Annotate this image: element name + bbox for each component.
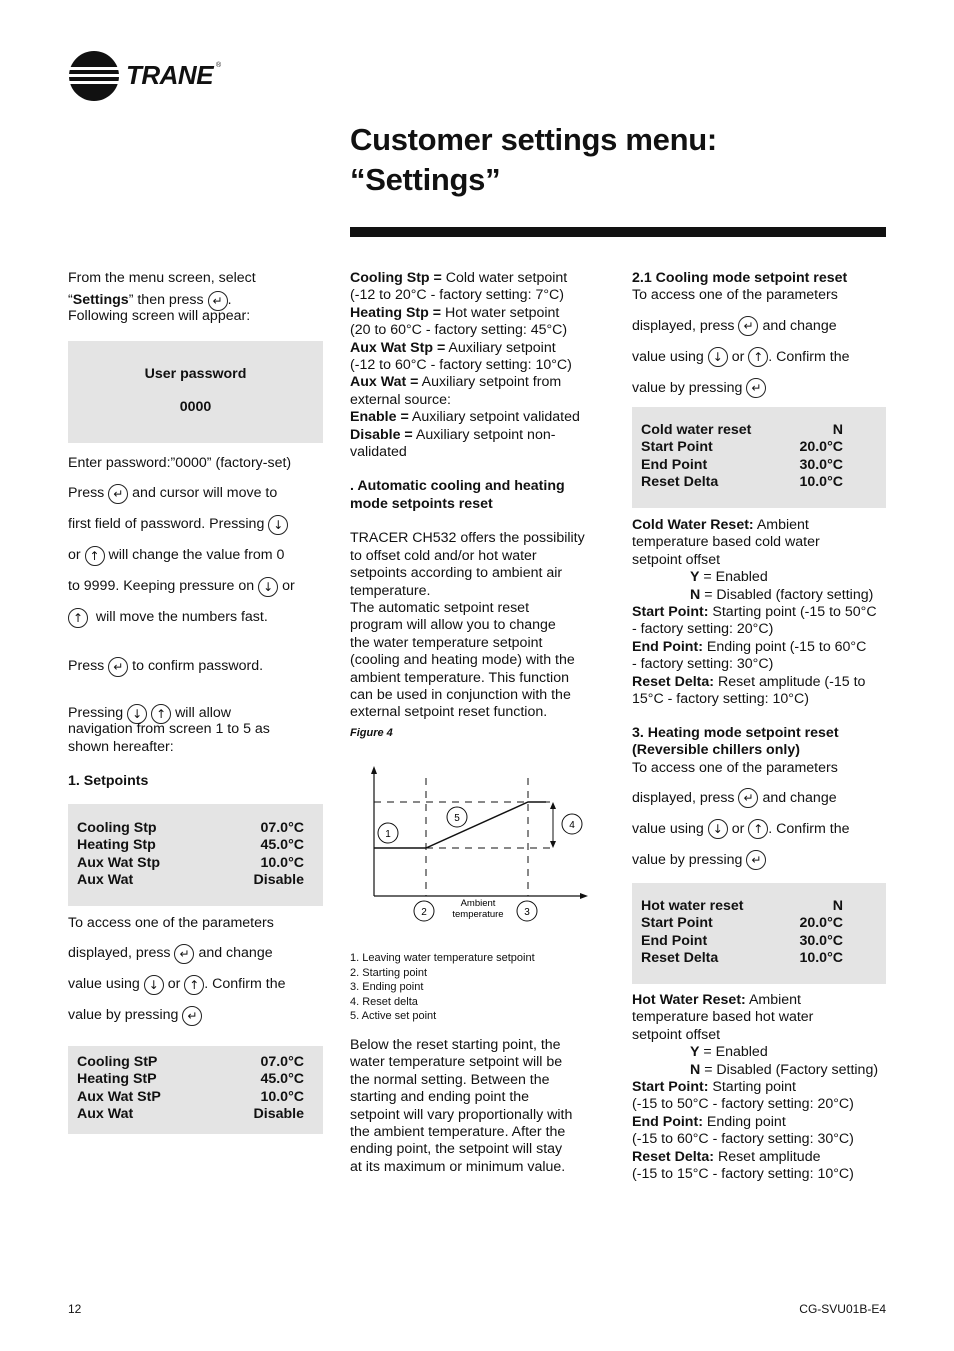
setting-value: 20.0°C (799, 915, 843, 932)
definition-text: Ambient (745, 992, 801, 1008)
setting-name: Start Point (641, 915, 713, 932)
access-line1: To access one of the parameters (68, 915, 274, 931)
definition-text: Starting point (-15 to 50°C (708, 604, 877, 621)
heating-reset-section (632, 725, 890, 876)
intro-line1: From the menu screen, select (68, 270, 256, 286)
setting-row (641, 457, 843, 474)
down-arrow-key-icon: ↓ (708, 819, 728, 839)
setting-row (77, 1054, 304, 1071)
definition-line (350, 322, 608, 339)
figure-label: Figure 4 (350, 726, 393, 739)
definition-text: Cold water setpoint (441, 270, 568, 286)
setting-name: Aux Wat StP (77, 1088, 161, 1105)
document-code: CG-SVU01B-E4 (799, 1302, 886, 1316)
text-line: at its maximum or minimum value. (350, 1158, 566, 1175)
definition-line (632, 1131, 890, 1148)
definition-term: Start Point: (632, 604, 709, 621)
access-line3 (68, 969, 326, 1000)
definition-line (350, 444, 608, 461)
definition-line (632, 552, 890, 569)
text-line: the ambient temperature. After the (350, 1124, 566, 1141)
page-title-line1: Customer settings menu: (350, 122, 717, 157)
definition-text: Ambient (753, 517, 809, 533)
definition-line (350, 374, 608, 391)
definition-text: temperature based hot water (632, 1009, 814, 1026)
definition-term: Y (690, 569, 700, 586)
definition-text: = Disabled (Factory setting) (700, 1061, 879, 1078)
cooling-access-line1: To access one of the parameters (632, 287, 838, 304)
text-line: ending point, the setpoint will stay (350, 1141, 563, 1158)
page-title-line2: “Settings” (350, 162, 501, 197)
up-arrow-key-icon: ↑ (184, 975, 204, 995)
heating-access-line2 (632, 783, 890, 814)
setting-value: 45.0°C (260, 837, 304, 854)
setting-name: Aux Wat Stp (77, 854, 161, 871)
dashed-guides (374, 778, 555, 896)
definition-term: Start Point: (632, 1079, 709, 1096)
definition-text: (-15 to 60°C - factory setting: 30°C) (632, 1131, 854, 1148)
first-field-text: first field of password. Pressing (68, 516, 265, 533)
definition-text: temperature based cold water (632, 534, 820, 551)
intro-text: ” then press (128, 292, 204, 309)
reset-delta-arrow (550, 802, 556, 848)
definition-text: Reset amplitude (714, 1148, 821, 1165)
definition-line (632, 1166, 890, 1183)
setting-value: 20.0°C (799, 439, 843, 456)
cold-water-reset-list (632, 407, 886, 492)
up-arrow-key-icon: ↑ (85, 546, 105, 566)
setting-row (641, 422, 843, 439)
definition-term: End Point: (632, 1113, 703, 1130)
column-2 (350, 270, 608, 742)
or-text: or (282, 578, 295, 595)
enter-key-icon: ↵ (746, 850, 766, 870)
hot-water-reset-screen (632, 883, 886, 984)
definition-line (632, 1044, 890, 1061)
enter-key-icon: ↵ (746, 378, 766, 398)
setting-row (641, 915, 843, 932)
setpoints-list (68, 804, 323, 890)
up-arrow-key-icon: ↑ (748, 819, 768, 839)
definition-text: (-15 to 15°C - factory setting: 10°C) (632, 1166, 854, 1183)
press-line3 (68, 540, 326, 571)
text-line: TRACER CH532 offers the possibility (350, 530, 585, 547)
pressing-text: Pressing (68, 705, 124, 722)
cooling-reset-heading: 2.1 Cooling mode setpoint reset (632, 270, 848, 286)
setting-name: Aux Wat (77, 872, 134, 889)
definition-text: validated (350, 444, 407, 461)
text-line: external setpoint reset function. (350, 704, 548, 721)
definition-line (632, 604, 890, 621)
axis-label-ambient: Ambient (460, 898, 496, 909)
definition-term: Hot Water Reset: (632, 992, 746, 1008)
tracer-description (350, 530, 608, 721)
enter-key-icon: ↵ (174, 944, 194, 964)
definition-text: - factory setting: 30°C) (632, 656, 774, 673)
heating-reset-heading-2: (Reversible chillers only) (632, 742, 800, 759)
setting-value: 07.0°C (260, 820, 304, 836)
setpoint-definitions (350, 270, 608, 461)
text-line: 2. Starting point (350, 966, 428, 979)
confirm-the-text: . Confirm the (204, 976, 286, 993)
definition-line (350, 287, 608, 304)
setting-row (641, 933, 843, 950)
nav-line3: shown hereafter: (68, 738, 174, 755)
heating-reset-heading-1: 3. Heating mode setpoint reset (632, 725, 839, 741)
enter-key-icon: ↵ (108, 484, 128, 504)
enter-key-icon: ↵ (182, 1006, 202, 1026)
definition-text: = Enabled (699, 569, 768, 586)
down-arrow-key-icon: ↓ (144, 975, 164, 995)
definition-line (632, 992, 890, 1009)
setting-name: Heating Stp (77, 837, 156, 854)
definition-term: N (690, 1061, 701, 1078)
callout-5-label: 5 (454, 813, 460, 824)
displayed-text: displayed, press (632, 317, 735, 334)
down-arrow-key-icon: ↓ (258, 577, 278, 597)
callout-4 (562, 814, 582, 834)
value-by-pressing-text: value by pressing (632, 379, 743, 396)
settings-word: Settings (72, 292, 129, 309)
setting-row (641, 950, 843, 967)
setting-name: End Point (641, 932, 708, 949)
displayed-text: displayed, press (632, 790, 735, 807)
or-text: or (167, 976, 181, 993)
setting-value: 07.0°C (260, 1054, 304, 1070)
auto-reset-heading-2: mode setpoints reset (350, 495, 493, 512)
definition-line (350, 305, 608, 322)
hot-water-reset-definitions (632, 992, 890, 1183)
definition-text: = Enabled (699, 1044, 768, 1061)
value-using-text: value using (632, 348, 704, 365)
definition-text: Reset amplitude (-15 to (714, 673, 866, 690)
up-arrow-key-icon: ↑ (748, 347, 768, 367)
allow-text: will allow (175, 705, 232, 722)
setting-value: 30.0°C (799, 456, 843, 473)
setting-name: Cooling StP (77, 1054, 158, 1070)
definition-text: (-12 to 20°C - factory setting: 7°C) (350, 287, 564, 304)
down-arrow-key-icon: ↓ (127, 704, 147, 724)
figure-4-diagram (350, 760, 600, 930)
confirm-line (68, 651, 326, 682)
callout-2-label: 2 (421, 907, 427, 918)
callout-2 (414, 901, 434, 921)
setting-row (77, 820, 304, 837)
intro-line3: Following screen will appear: (68, 308, 251, 325)
registered-mark: ® (216, 62, 222, 69)
setting-name: End Point (641, 456, 708, 473)
definition-term: Cooling Stp = (350, 270, 442, 286)
trane-logo (68, 50, 228, 102)
setting-value: N (832, 898, 843, 914)
definition-line (632, 1079, 890, 1096)
text-line: can be used in conjunction with the (350, 686, 571, 703)
definition-text: Auxiliary setpoint non- (412, 426, 556, 443)
down-arrow-key-icon: ↓ (268, 515, 288, 535)
password-instructions (68, 455, 326, 791)
change-value-text: will change the value from 0 (108, 547, 285, 564)
setting-name: Start Point (641, 439, 713, 456)
page-title (350, 120, 717, 200)
cooling-access-line2 (632, 311, 890, 342)
or-text: or (731, 348, 745, 365)
enter-key-icon: ↵ (738, 316, 758, 336)
down-arrow-key-icon: ↓ (708, 347, 728, 367)
heating-access-line4 (632, 845, 890, 876)
period: . (227, 292, 232, 309)
text-line: the water temperature setpoint (350, 634, 543, 651)
column-3 (632, 270, 890, 404)
definition-text: Auxiliary setpoint from (418, 374, 562, 391)
definition-line (632, 621, 890, 638)
text-line: 5. Active set point (350, 1010, 437, 1022)
setpoints-screen (68, 804, 323, 906)
definition-line (632, 656, 890, 673)
text-line: (cooling and heating mode) with the (350, 652, 575, 669)
definition-term: Cold Water Reset: (632, 517, 754, 533)
and-change-text: and change (198, 945, 273, 962)
heating-access-line3 (632, 814, 890, 845)
setting-value: 10.0°C (260, 854, 304, 871)
definition-line (632, 587, 890, 604)
setting-name: Aux Wat (77, 1106, 134, 1123)
enter-key-icon: ↵ (108, 657, 128, 677)
text-line: The automatic setpoint reset (350, 599, 530, 616)
text-line: 3. Ending point (350, 981, 424, 993)
definition-text: Starting point (708, 1079, 796, 1096)
text-line: Below the reset starting point, the (350, 1037, 561, 1053)
setting-row (77, 855, 304, 872)
quote: “ (68, 292, 73, 309)
definition-line (632, 1027, 890, 1044)
setting-row (77, 1106, 304, 1123)
password-value: 0000 (179, 399, 212, 415)
trane-logo-mark-icon (68, 50, 122, 102)
setting-name: Hot water reset (641, 898, 744, 914)
setting-row (641, 898, 843, 915)
definition-line (632, 1149, 890, 1166)
up-arrow-key-icon: ↑ (68, 608, 88, 628)
setting-value: 10.0°C (260, 1088, 304, 1105)
callout-3 (517, 901, 537, 921)
and-change-text: and change (762, 790, 837, 807)
setting-name: Reset Delta (641, 950, 719, 967)
setting-row (77, 872, 304, 889)
axes (371, 766, 588, 899)
value-by-pressing-text: value by pressing (68, 1007, 179, 1024)
press-line1 (68, 478, 326, 509)
definition-line (632, 639, 890, 656)
cursor-text: and cursor will move to (132, 485, 278, 502)
definition-text: Auxiliary setpoint (445, 339, 556, 356)
press-text: Press (68, 658, 105, 675)
confirm-the-text: . Confirm the (768, 348, 850, 365)
definition-line (350, 270, 608, 287)
definition-line (632, 674, 890, 691)
callout-5 (447, 807, 467, 827)
setting-row (641, 439, 843, 456)
value-using-text: value using (632, 821, 704, 838)
callout-4-label: 4 (569, 820, 575, 831)
definition-line (350, 409, 608, 426)
definition-line (350, 340, 608, 357)
cooling-access-line4 (632, 373, 890, 404)
setting-value: 10.0°C (799, 950, 843, 967)
heating-access-line1: To access one of the parameters (632, 759, 838, 776)
setting-row (641, 474, 843, 491)
definition-text: setpoint offset (632, 1026, 721, 1043)
setting-name: Cooling Stp (77, 820, 157, 836)
and-change-text: and change (762, 317, 837, 334)
definition-text: Hot water setpoint (441, 304, 560, 321)
text-line: program will allow you to change (350, 617, 556, 634)
password-screen (68, 341, 323, 443)
press-line5 (68, 602, 326, 633)
text-line: 4. Reset delta (350, 995, 418, 1008)
reset-explanation (350, 1037, 608, 1176)
definition-text: Ending point (702, 1113, 786, 1130)
hot-water-reset-list (632, 883, 886, 968)
move-fast-text: will move the numbers fast. (95, 609, 268, 626)
access-line2 (68, 938, 326, 969)
section-setpoints: 1. Setpoints (68, 773, 149, 790)
definition-term: Disable = (350, 426, 413, 443)
axis-label-temperature: temperature (452, 909, 504, 920)
text-line: setpoint will vary proportionally with (350, 1106, 573, 1123)
setting-value: N (832, 422, 843, 438)
cold-water-reset-definitions (632, 517, 890, 708)
nav-line2: navigation from screen 1 to 5 as (68, 721, 270, 738)
definition-text: Auxiliary setpoint validated (408, 409, 580, 426)
setting-value: 45.0°C (260, 1071, 304, 1088)
press-text: Press (68, 485, 105, 502)
setting-name: Reset Delta (641, 474, 719, 491)
definition-term: Heating Stp = (350, 304, 442, 321)
definition-text: (-12 to 60°C - factory setting: 10°C) (350, 357, 572, 374)
keeping-pressure-text: to 9999. Keeping pressure on (68, 578, 255, 595)
definition-term: Reset Delta: (632, 673, 715, 690)
definition-text: 15°C - factory setting: 10°C) (632, 691, 809, 708)
cooling-access-line3 (632, 342, 890, 373)
page-number: 12 (68, 1302, 82, 1316)
definition-term: Y (690, 1044, 700, 1061)
auto-reset-heading-1: . Automatic cooling and heating (350, 478, 565, 495)
callout-1-label: 1 (385, 829, 391, 840)
definition-term: Reset Delta: (632, 1148, 715, 1165)
callout-1 (378, 823, 398, 843)
setpoints-edit-list (68, 1046, 323, 1124)
enter-key-icon: ↵ (208, 291, 228, 311)
setting-name: Heating StP (77, 1071, 157, 1088)
setting-row (77, 1089, 304, 1106)
press-line2 (68, 509, 326, 540)
text-line: 1. Leaving water temperature setpoint (350, 952, 535, 964)
displayed-text: displayed, press (68, 945, 171, 962)
definition-text: - factory setting: 20°C) (632, 621, 774, 638)
setting-value: 10.0°C (799, 474, 843, 491)
or-text: or (68, 547, 81, 564)
access-line4 (68, 1000, 326, 1031)
or-text: or (731, 821, 745, 838)
cold-water-reset-screen (632, 407, 886, 508)
text-line: the normal setting. Between the (350, 1071, 550, 1088)
text-line: ambient temperature. This function (350, 669, 569, 686)
definition-term: Aux Wat Stp = (350, 339, 446, 356)
definition-line (350, 392, 608, 409)
up-arrow-key-icon: ↑ (151, 704, 171, 724)
definition-line (632, 1062, 890, 1079)
callout-3-label: 3 (524, 907, 530, 918)
definition-line (632, 691, 890, 708)
definition-line (350, 357, 608, 374)
enter-key-icon: ↵ (738, 788, 758, 808)
definition-line (632, 534, 890, 551)
setting-value: Disable (253, 1106, 304, 1123)
password-label: User password (144, 366, 247, 382)
setting-name: Cold water reset (641, 422, 752, 438)
setting-value: Disable (253, 872, 304, 889)
definition-line (632, 1096, 890, 1113)
definition-term: Enable = (350, 409, 409, 426)
setpoints-edit-screen (68, 1046, 323, 1134)
definition-text: (-15 to 50°C - factory setting: 20°C) (632, 1096, 854, 1113)
definition-text: external source: (350, 391, 451, 408)
value-using-text: value using (68, 976, 140, 993)
text-line: setpoints according to ambient air (350, 565, 563, 582)
definition-text: Ending point (-15 to 60°C (702, 638, 867, 655)
figure-legend (350, 951, 608, 1024)
definition-text: (20 to 60°C - factory setting: 45°C) (350, 322, 568, 339)
press-line4 (68, 571, 326, 602)
setting-row (77, 1071, 304, 1088)
confirm-password-text: to confirm password. (132, 658, 264, 675)
definition-line (632, 1009, 890, 1026)
text-line: temperature. (350, 582, 431, 599)
trane-wordmark: TRANE (126, 60, 214, 90)
definition-term: Aux Wat = (350, 374, 419, 391)
definition-line (350, 427, 608, 444)
enter-password-text: Enter password:”0000” (factory-set) (68, 455, 292, 471)
definition-line (632, 1114, 890, 1131)
definition-term: N (690, 586, 701, 603)
definition-line (632, 517, 890, 534)
definition-text: setpoint offset (632, 551, 721, 568)
column-1 (68, 270, 326, 326)
value-by-pressing-text: value by pressing (632, 852, 743, 869)
confirm-the-text: . Confirm the (768, 821, 850, 838)
setting-value: 30.0°C (799, 932, 843, 949)
text-line: water temperature setpoint will be (350, 1054, 563, 1071)
title-rule (350, 227, 886, 237)
definition-term: End Point: (632, 638, 703, 655)
definition-line (632, 569, 890, 586)
text-line: to offset cold and/or hot water (350, 547, 537, 564)
access-instructions-1 (68, 915, 326, 1031)
setting-row (77, 837, 304, 854)
definition-text: = Disabled (factory setting) (700, 586, 874, 603)
text-line: starting and ending point the (350, 1089, 530, 1106)
